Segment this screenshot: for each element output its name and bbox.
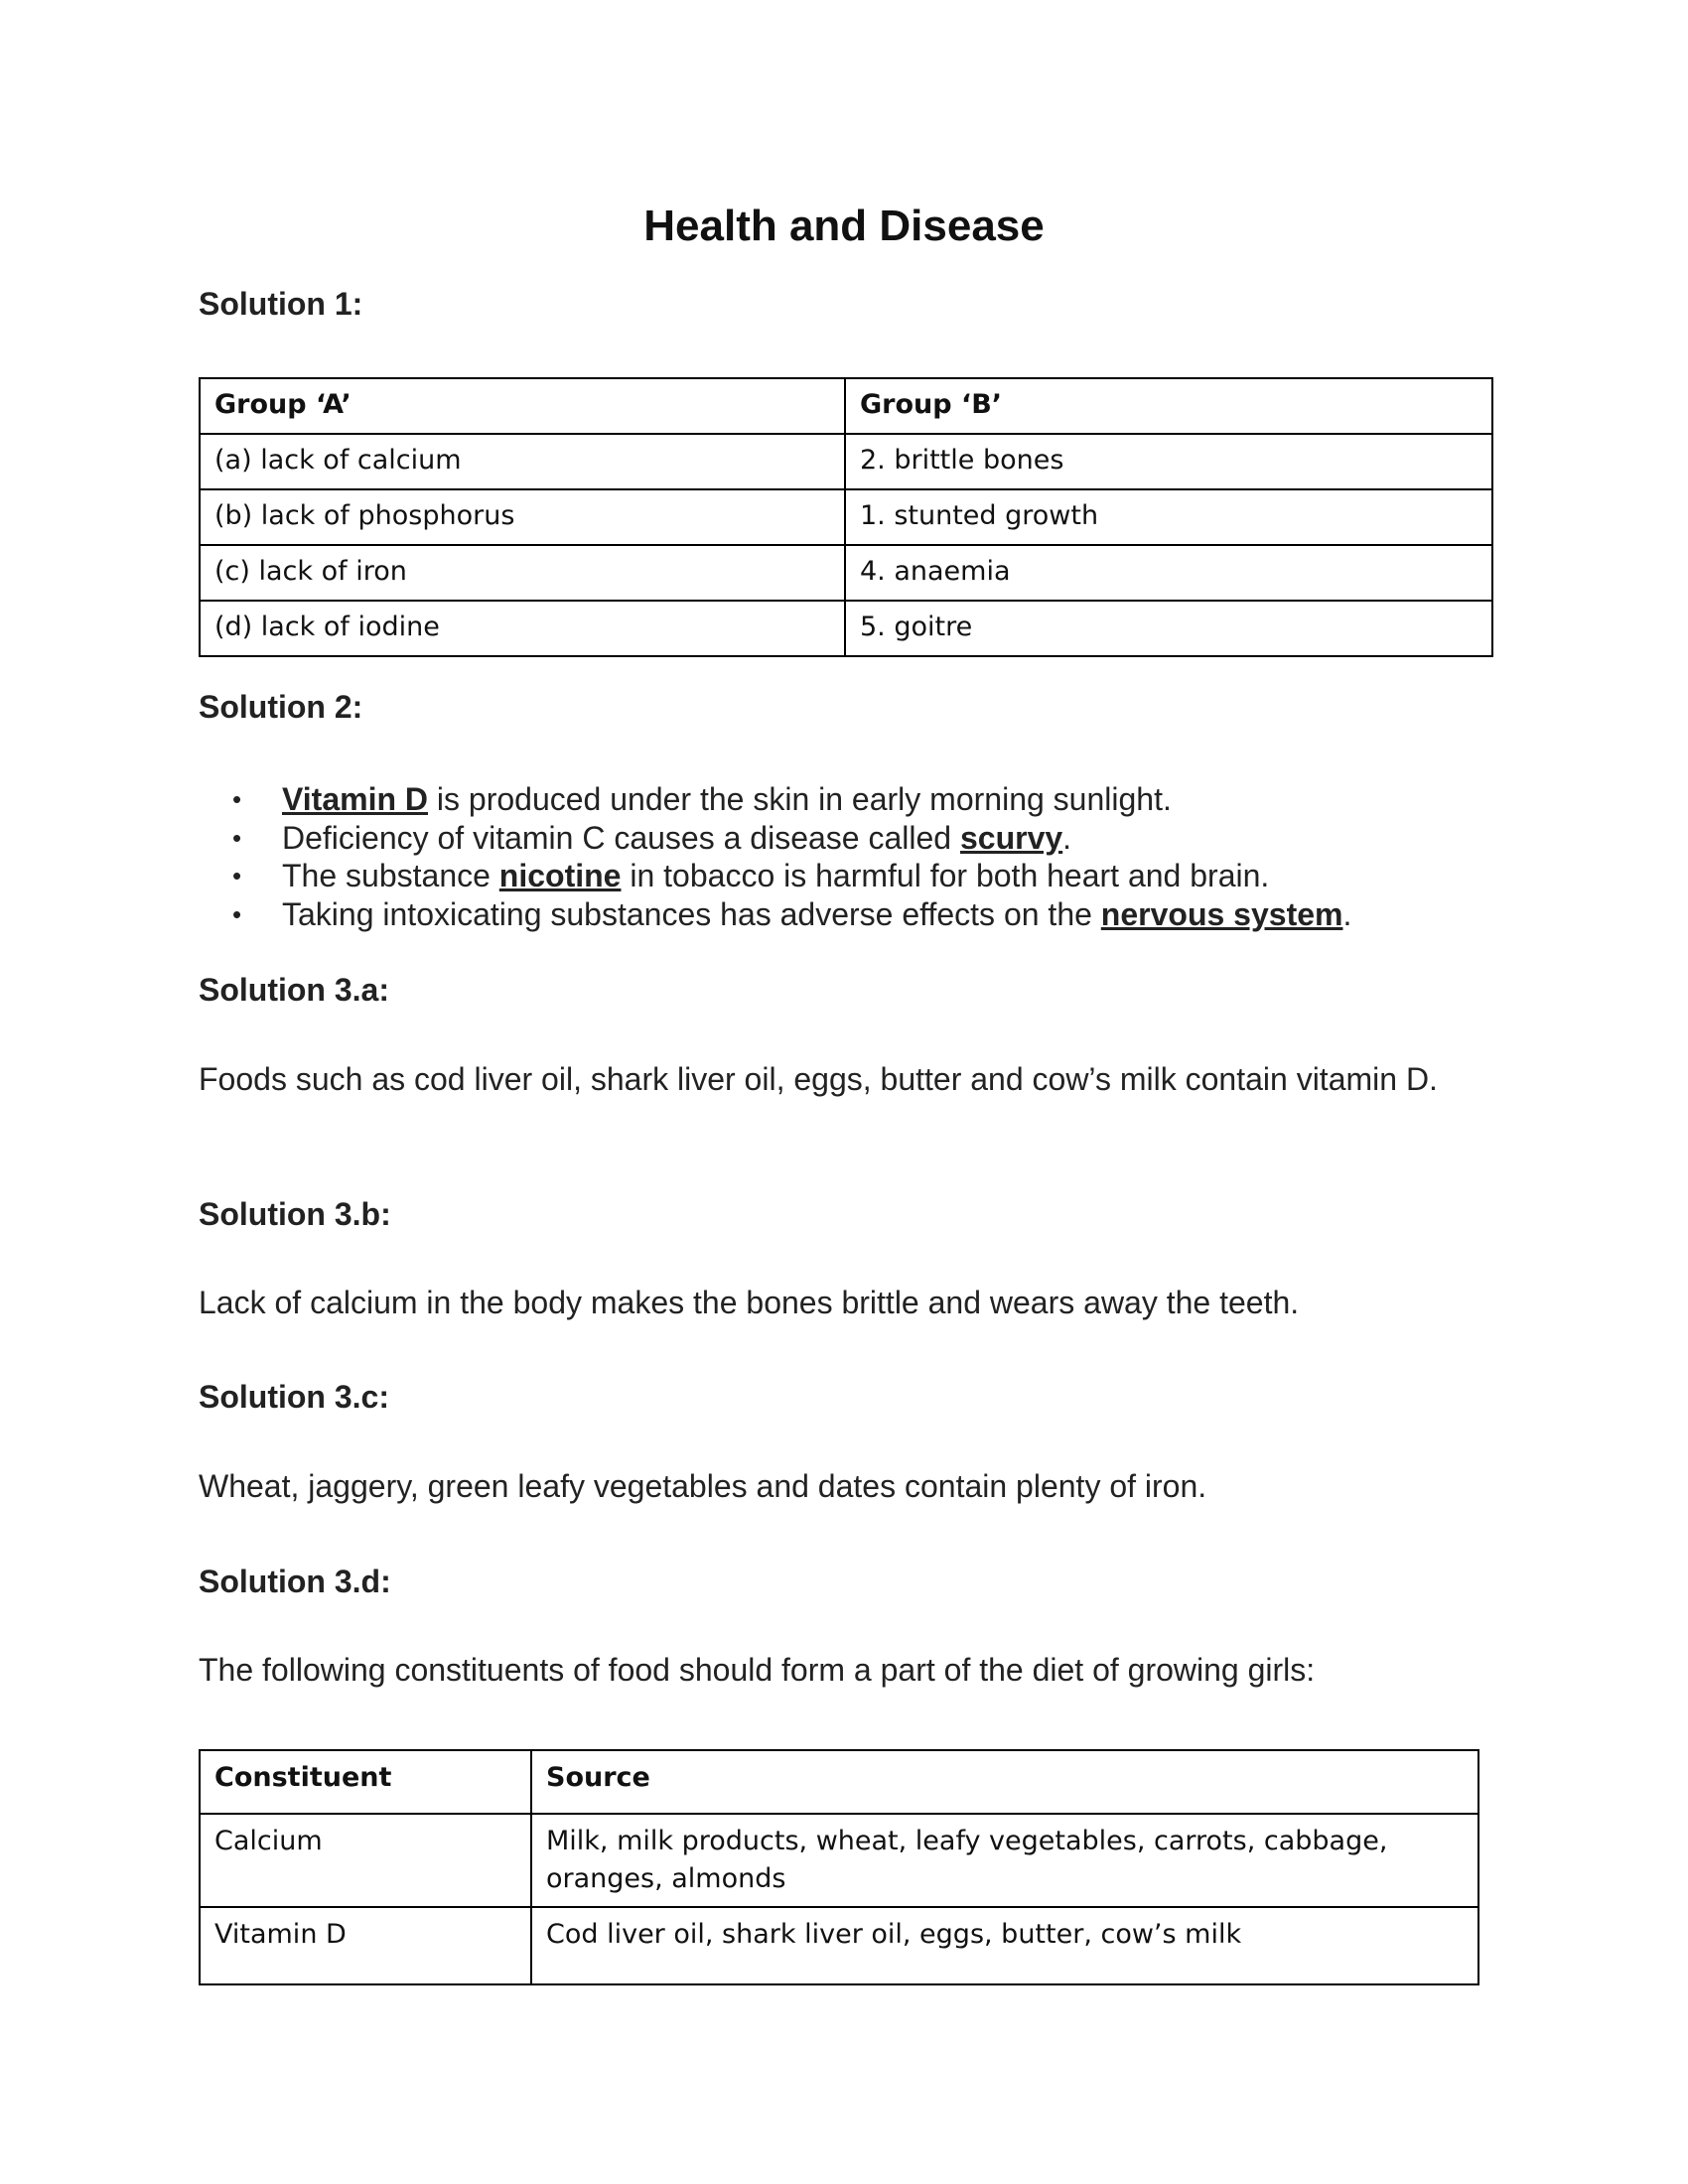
table-header-row xyxy=(200,378,1492,434)
list-item xyxy=(199,857,1509,895)
solution-3d-heading: Solution 3.d: xyxy=(199,1564,391,1599)
solution-3b-heading: Solution 3.b: xyxy=(199,1196,391,1232)
table-cell: 2. brittle bones xyxy=(845,434,1492,489)
table-cell: (b) lack of phosphorus xyxy=(200,489,845,545)
bullet-keyword: Vitamin D xyxy=(282,781,428,817)
bullet-icon: • xyxy=(232,898,242,929)
bullet-icon: • xyxy=(232,861,242,890)
table-cell: 4. anaemia xyxy=(845,545,1492,601)
solution-3c-text: Wheat, jaggery, green leafy vegetables and dates contain plenty of iron. xyxy=(199,1468,1207,1504)
table-cell: 5. goitre xyxy=(845,601,1492,656)
bullet-keyword: nicotine xyxy=(498,858,622,893)
table-header-cell: Constituent xyxy=(200,1750,531,1814)
bullet-text-pre: The substance xyxy=(282,858,499,893)
solution-3b-text: Lack of calcium in the body makes the bones brittle and wears away the teeth. xyxy=(199,1285,1300,1320)
solution-2-heading: Solution 2: xyxy=(199,689,363,725)
bullet-icon: • xyxy=(232,822,242,853)
solution-1-heading: Solution 1: xyxy=(199,286,363,322)
bullet-text-post: . xyxy=(1062,819,1072,856)
table-cell: (d) lack of iodine xyxy=(200,601,845,656)
bullet-keyword: scurvy xyxy=(959,819,1063,856)
table-header-cell: Group ‘A’ xyxy=(200,378,845,434)
bullet-text-pre: Taking intoxicating substances has adverse effects on the xyxy=(282,895,1101,932)
bullet-icon: • xyxy=(232,784,242,814)
table-cell: Vitamin D xyxy=(200,1907,531,1984)
table-cell: 1. stunted growth xyxy=(845,489,1492,545)
bullet-text-post: . xyxy=(1342,895,1352,932)
table-row xyxy=(200,1814,1478,1907)
solution-3c-heading: Solution 3.c: xyxy=(199,1379,389,1415)
list-item xyxy=(199,780,1509,819)
list-item xyxy=(199,895,1509,934)
table-cell: (a) lack of calcium xyxy=(200,434,845,489)
table-header-cell: Group ‘B’ xyxy=(845,378,1492,434)
table-cell: Cod liver oil, shark liver oil, eggs, butter, cow’s milk xyxy=(531,1907,1478,1984)
diet-table xyxy=(199,1749,1479,1985)
list-item xyxy=(199,819,1509,858)
table-header-row xyxy=(200,1750,1478,1814)
table-cell: (c) lack of iron xyxy=(200,545,845,601)
bullet-text-post: is produced under the skin in early morning sunlight. xyxy=(428,781,1172,817)
table-cell: Calcium xyxy=(200,1814,531,1907)
bullet-text-pre: Deficiency of vitamin C causes a disease called xyxy=(282,819,960,856)
table-cell: Milk, milk products, wheat, leafy vegetables, carrots, cabbage, oranges, almonds xyxy=(531,1814,1478,1907)
table-row xyxy=(200,601,1492,656)
matching-table xyxy=(199,377,1493,657)
bullet-text-post: in tobacco is harmful for both heart and brain. xyxy=(621,858,1270,893)
table-row xyxy=(200,1907,1478,1984)
table-row xyxy=(200,545,1492,601)
table-header-cell: Source xyxy=(531,1750,1478,1814)
table-row xyxy=(200,434,1492,489)
table-row xyxy=(200,489,1492,545)
solution-3a-heading: Solution 3.a: xyxy=(199,972,389,1008)
page-title: Health and Disease xyxy=(643,202,1045,250)
bullet-list xyxy=(199,780,1509,933)
solution-3a-text: Foods such as cod liver oil, shark liver oil, eggs, butter and cow’s milk contain vitamin D. xyxy=(199,1061,1438,1097)
bullet-keyword: nervous system xyxy=(1100,895,1343,932)
solution-3d-text: The following constituents of food should form a part of the diet of growing girls: xyxy=(199,1652,1316,1688)
